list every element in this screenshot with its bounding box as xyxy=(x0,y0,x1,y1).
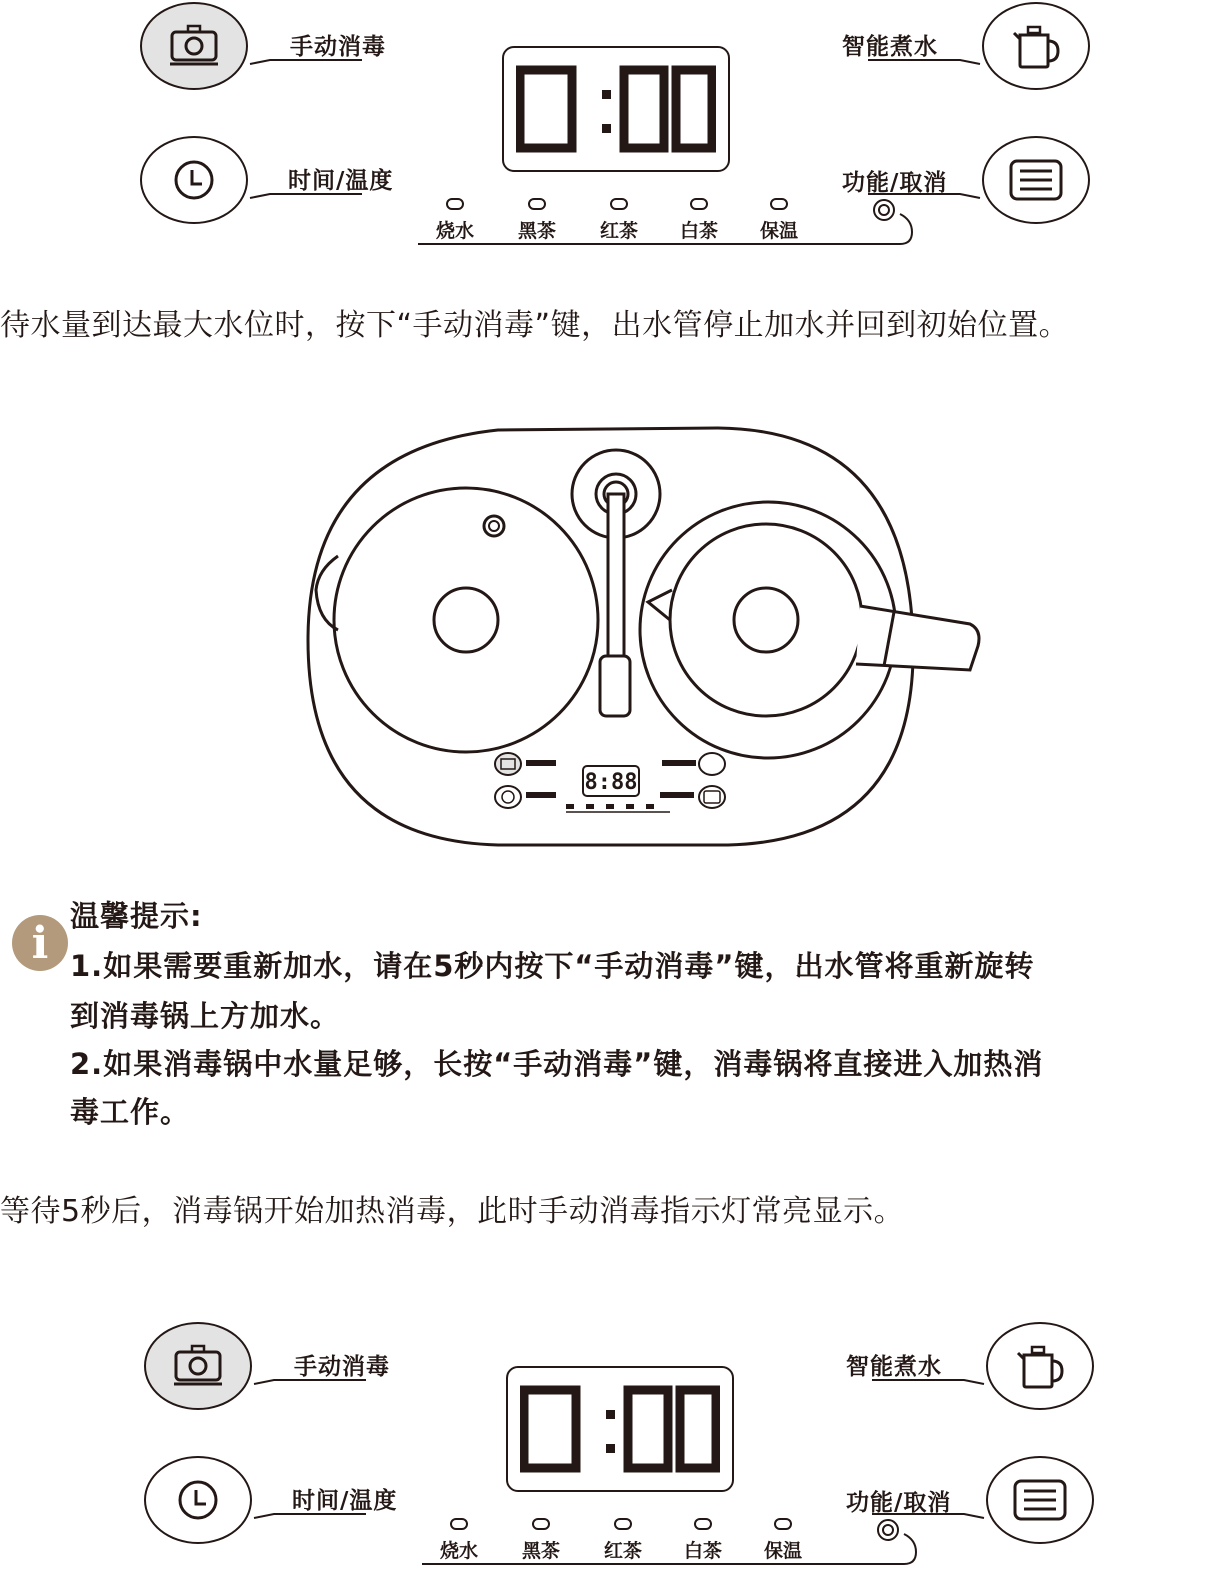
clock-icon xyxy=(176,1478,220,1522)
indicator-led xyxy=(446,198,464,210)
indicator-white-tea: 白茶 xyxy=(676,198,722,243)
kettle-icon xyxy=(1010,21,1062,71)
indicator-black-tea: 红茶 xyxy=(600,1518,646,1563)
kettle-icon xyxy=(1014,1341,1066,1391)
indicator-led xyxy=(770,198,788,210)
digital-display xyxy=(506,1366,734,1492)
manual-disinfect-label: 手动消毒 xyxy=(294,1354,390,1380)
tips-line2: 到消毒锅上方加水。 xyxy=(70,999,341,1033)
function-cancel-button[interactable] xyxy=(986,1456,1094,1544)
disinfect-pot-icon xyxy=(166,24,222,68)
digital-display xyxy=(502,46,730,172)
indicator-led xyxy=(694,1518,712,1530)
display-digits xyxy=(516,64,716,154)
indicator-boil: 烧水 xyxy=(432,198,478,243)
time-temp-button[interactable] xyxy=(140,136,248,224)
smart-boil-button[interactable] xyxy=(982,2,1090,90)
indicator-led xyxy=(528,198,546,210)
indicator-black-tea: 红茶 xyxy=(596,198,642,243)
device-top-view-illustration xyxy=(298,420,998,850)
clock-icon xyxy=(172,158,216,202)
tips-title: 温馨提示: xyxy=(70,899,203,933)
indicator-dark-tea: 黑茶 xyxy=(514,198,560,243)
tips-line4: 毒工作。 xyxy=(70,1095,191,1129)
step1-instruction: 待水量到达最大水位时，按下“手动消毒”键，出水管停止加水并回到初始位置。 xyxy=(0,308,1070,343)
indicator-keep-warm: 保温 xyxy=(760,1518,806,1563)
function-cancel-label: 功能/取消 xyxy=(846,1490,952,1516)
smart-boil-label: 智能煮水 xyxy=(846,1354,942,1380)
disinfect-pot-icon xyxy=(170,1344,226,1388)
menu-grill-icon xyxy=(1012,1478,1068,1522)
info-icon: i xyxy=(12,915,68,971)
step2-instruction: 等待5秒后，消毒锅开始加热消毒，此时手动消毒指示灯常亮显示。 xyxy=(0,1194,905,1229)
display-digits xyxy=(520,1384,720,1474)
time-temp-label: 时间/温度 xyxy=(288,168,394,194)
indicator-led xyxy=(614,1518,632,1530)
indicator-boil: 烧水 xyxy=(436,1518,482,1563)
function-cancel-label: 功能/取消 xyxy=(842,170,948,196)
indicator-led xyxy=(690,198,708,210)
indicator-led xyxy=(532,1518,550,1530)
tips-line1: 1.如果需要重新加水，请在5秒内按下“手动消毒”键，出水管将重新旋转 xyxy=(70,949,1035,983)
control-panel-diagram-bottom xyxy=(0,1318,1230,1578)
manual-disinfect-button[interactable] xyxy=(144,1322,252,1410)
manual-disinfect-button[interactable] xyxy=(140,2,248,90)
indicator-led xyxy=(610,198,628,210)
indicator-led xyxy=(450,1518,468,1530)
function-cancel-button[interactable] xyxy=(982,136,1090,224)
smart-boil-button[interactable] xyxy=(986,1322,1094,1410)
time-temp-button[interactable] xyxy=(144,1456,252,1544)
indicator-led xyxy=(774,1518,792,1530)
manual-disinfect-label: 手动消毒 xyxy=(290,34,386,60)
menu-grill-icon xyxy=(1008,158,1064,202)
indicator-keep-warm: 保温 xyxy=(756,198,802,243)
time-temp-label: 时间/温度 xyxy=(292,1488,398,1514)
smart-boil-label: 智能煮水 xyxy=(842,34,938,60)
indicator-dark-tea: 黑茶 xyxy=(518,1518,564,1563)
control-panel-diagram-top xyxy=(0,0,1230,260)
indicator-white-tea: 白茶 xyxy=(680,1518,726,1563)
mini-display-text: 8:88 xyxy=(584,770,638,795)
tips-line3: 2.如果消毒锅中水量足够，长按“手动消毒”键，消毒锅将直接进入加热消 xyxy=(70,1047,1044,1081)
